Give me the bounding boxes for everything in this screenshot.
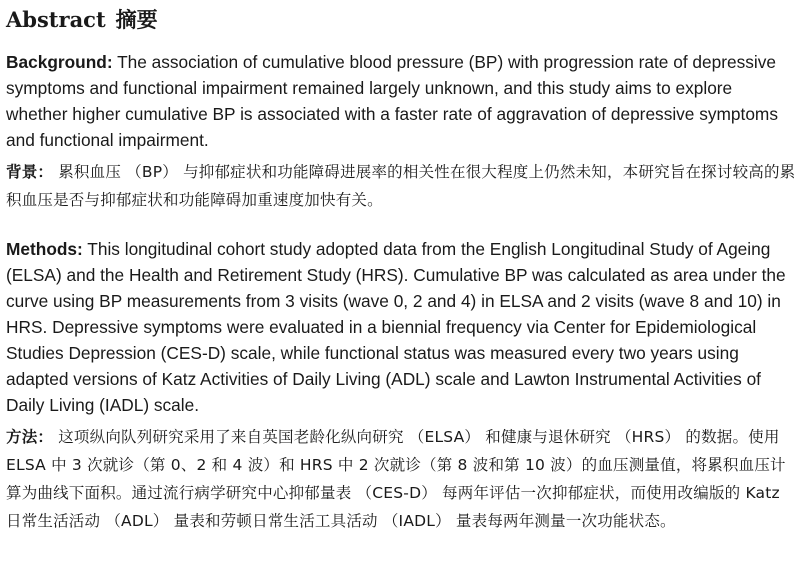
abstract-heading-en: Abstract [6, 7, 106, 32]
background-label-en: Background: [6, 52, 113, 72]
methods-paragraph-zh [6, 423, 796, 535]
abstract-page [6, 0, 800, 535]
background-label-zh: 背景： [6, 163, 54, 181]
section-spacer [6, 214, 800, 236]
background-paragraph-en [6, 49, 796, 153]
methods-text-en: This longitudinal cohort study adopted data from the English Longitudinal Study of Ageing (ELSA) and the Health and Retirement Study (HRS). Cumulative BP was calculated as area under the curve using BP measurements from 3 visits (wave 0, 2 and 4) in ELSA and 2 visits (wave 8 and 10) in HRS. Depressive symptoms were evaluated in a biennial frequency via Center for Epidemiological Studies Depression (CES-D) scale, while functional status was measured every two years using adapted versions of Katz Activities of Daily Living (ADL) scale and Lawton Instrumental Activities of Daily Living (IADL) scale. [6, 239, 786, 415]
background-text-en: The association of cumulative blood pressure (BP) with progression rate of depressive symptoms and functional impairment remained largely unknown, and this study aims to explore whether higher cumulative BP is associated with a faster rate of aggravation of depressive symptoms and functional impairment. [6, 52, 778, 150]
methods-label-en: Methods: [6, 239, 83, 259]
abstract-heading [6, 0, 800, 40]
background-paragraph-zh [6, 158, 796, 214]
methods-label-zh: 方法： [6, 428, 54, 446]
abstract-heading-zh: 摘要 [115, 7, 158, 32]
background-text-zh: 累积血压 （BP） 与抑郁症状和功能障碍进展率的相关性在很大程度上仍然未知，本研究旨在探讨较高的累积血压是否与抑郁症状和功能障碍加重速度加快有关。 [6, 163, 796, 209]
methods-paragraph-en [6, 236, 796, 418]
methods-text-zh: 这项纵向队列研究采用了来自英国老龄化纵向研究 （ELSA） 和健康与退休研究 （HRS） 的数据。使用 ELSA 中 3 次就诊（第 0、2 和 4 波）和 HRS 中 2 次就诊（第 8 波和第 10 波）的血压测量值，将累积血压计算为曲线下面积。通过流行病学研究中心抑郁量表 （CES-D） 每两年评估一次抑郁症状，而使用改编版的 Katz 日常生活活动 （ADL） 量表和劳顿日常生活工具活动 （IADL） 量表每两年测量一次功能状态。 [6, 428, 786, 530]
